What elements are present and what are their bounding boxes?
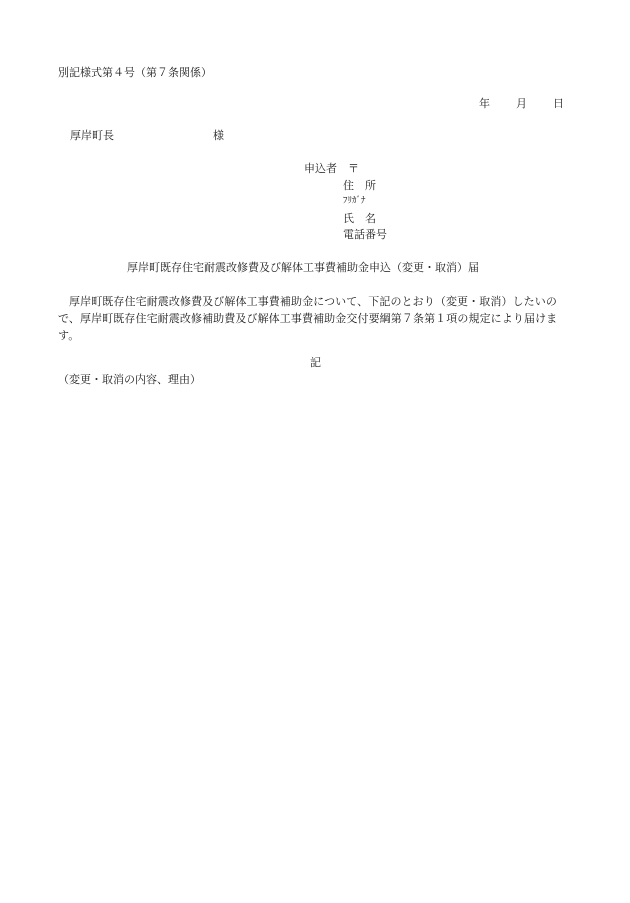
form-number: 別記様式第４号（第７条関係） [58, 66, 212, 79]
date-month: 月 [516, 97, 527, 110]
applicant-label: 申込者 [304, 162, 337, 175]
furigana-label: ﾌﾘｶﾞﾅ [343, 196, 366, 206]
date-line [479, 98, 564, 109]
postal-mark: 〒 [348, 162, 359, 175]
body-paragraph: 厚岸町既存住宅耐震改修費及び解体工事費補助金について、下記のとおり（変更・取消）したいので、厚岸町既存住宅耐震改修補助費及び解体工事費補助金交付要綱第７条第１項の規定により届けます。 [58, 295, 558, 342]
date-year: 年 [479, 97, 490, 110]
address-label: 住 所 [343, 179, 376, 192]
date-day: 日 [553, 97, 564, 110]
ki-heading: 記 [310, 356, 321, 369]
addressee-name: 厚岸町長 [70, 129, 114, 142]
addressee-honorific: 様 [213, 129, 224, 142]
change-content-label: （変更・取消の内容、理由） [58, 373, 201, 386]
document-title: 厚岸町既存住宅耐震改修費及び解体工事費補助金申込（変更・取消）届 [127, 261, 479, 274]
name-label: 氏 名 [343, 212, 376, 225]
phone-label: 電話番号 [343, 228, 387, 241]
